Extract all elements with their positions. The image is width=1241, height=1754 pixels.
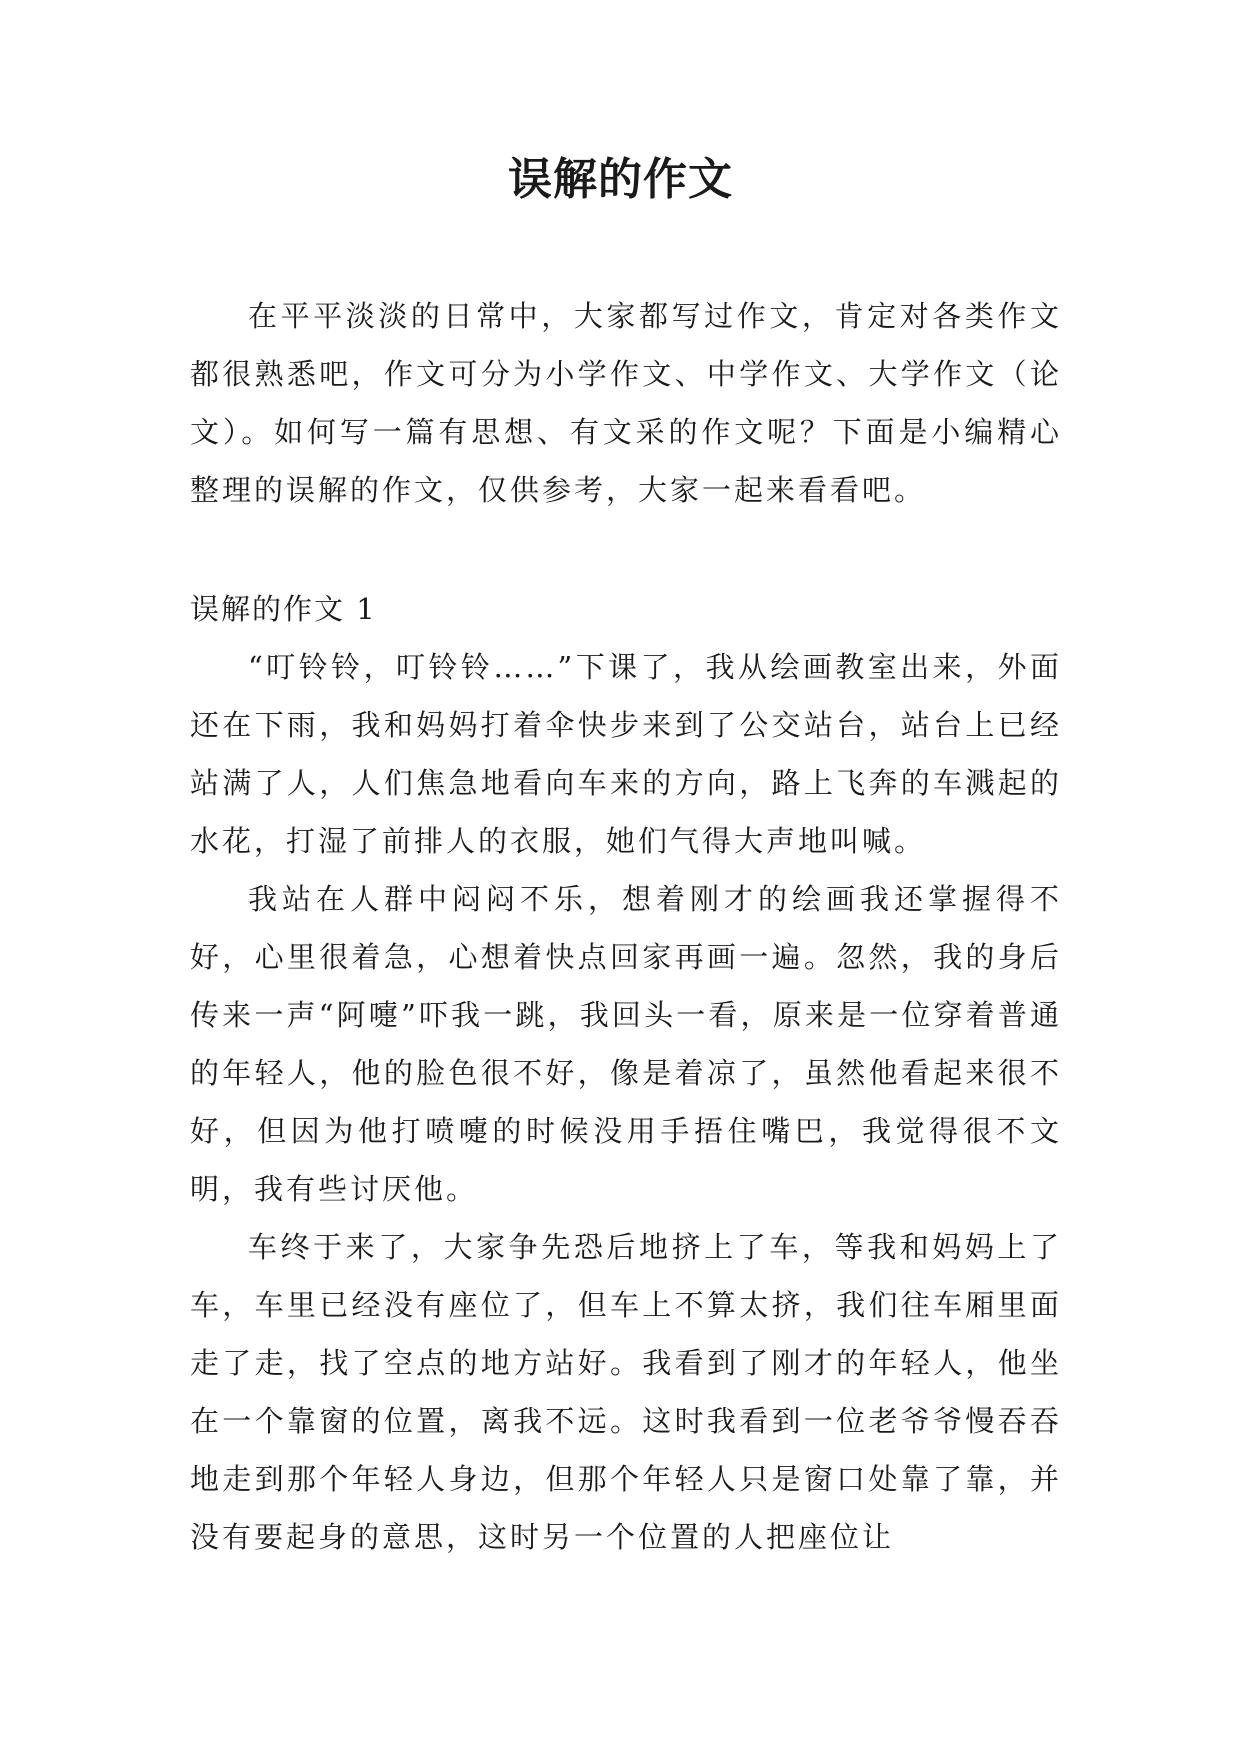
intro-paragraph: 在平平淡淡的日常中，大家都写过作文，肯定对各类作文都很熟悉吧，作文可分为小学作文、中学作文、大学作文（论文）。如何写一篇有思想、有文采的作文呢？下面是小编精心整理的误解的作文，仅供参考，大家一起来看看吧。 [190,299,1062,507]
body-paragraph: 我站在人群中闷闷不乐，想着刚才的绘画我还掌握得不好，心里很着急，心想着快点回家再画一遍。忽然，我的身后传来一声“阿嚏”吓我一跳，我回头一看，原来是一位穿着普通的年轻人，他的脸色很不好，像是着凉了，虽然他看起来很不好，但因为他打喷嚏的时候没用手捂住嘴巴，我觉得很不文明，我有些讨厌他。 [190,882,1062,1206]
document-title: 误解的作文 [508,154,733,205]
body-paragraph: “叮铃铃，叮铃铃……”下课了，我从绘画教室出来，外面还在下雨，我和妈妈打着伞快步来到了公交站台，站台上已经站满了人，人们焦急地看向车来的方向，路上飞奔的车溅起的水花，打湿了前排人的衣服，她们气得大声地叫喊。 [190,650,1062,858]
essay-section [190,580,1062,1566]
section-heading: 误解的作文 1 [190,592,377,626]
intro-block [190,287,1062,519]
body-paragraph: 车终于来了，大家争先恐后地挤上了车，等我和妈妈上了车，车里已经没有座位了，但车上不算太挤，我们往车厢里面走了走，找了空点的地方站好。我看到了刚才的年轻人，他坐在一个靠窗的位置，离我不远。这时我看到一位老爷爷慢吞吞地走到那个年轻人身边，但那个年轻人只是窗口处靠了靠，并没有要起身的意思，这时另一个位置的人把座位让 [190,1230,1062,1554]
